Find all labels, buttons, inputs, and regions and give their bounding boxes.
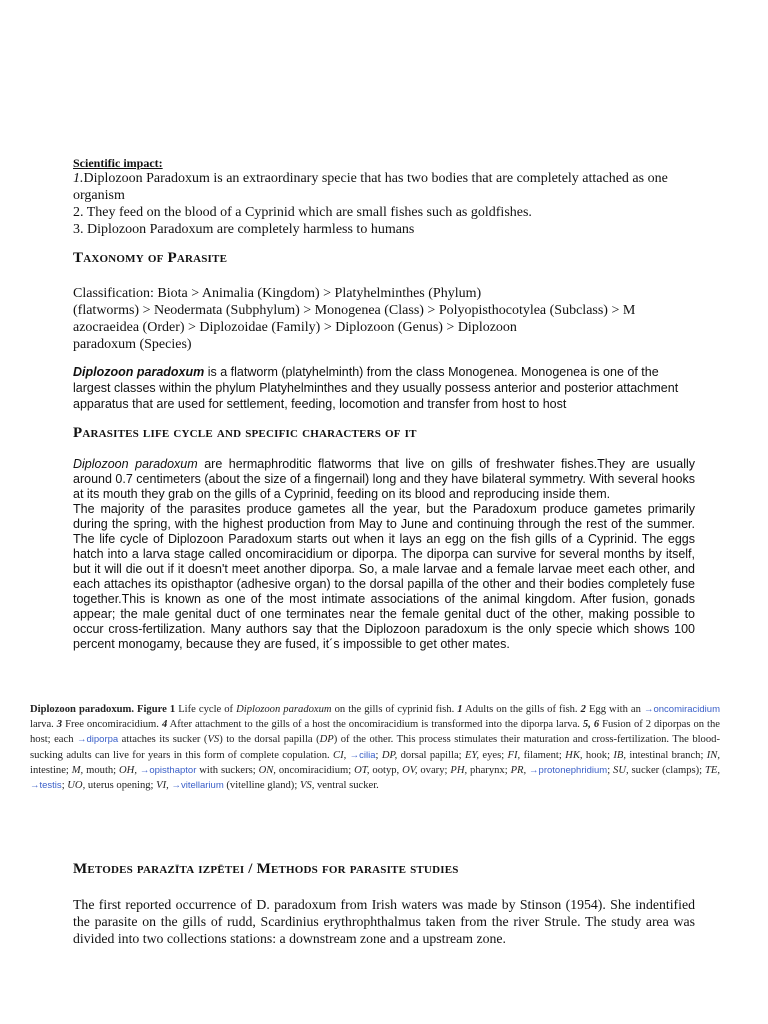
- taxonomy-heading: Taxonomy of Parasite: [73, 250, 228, 266]
- caption-text: ) of the other. This process stimulates their maturation and cross-fertilization. The blood-sucking adults can live for years in this form of complete copulation.: [30, 734, 720, 761]
- description-text: is a flatworm (platyhelminth) from the class Monogenea. Monogenea is one of the largest classes within the phylum Platyhelminthes and they usually possess anterior and posterior attachment apparatus that are used for settlement, feeding, locomotion and transfer from host to host: [73, 365, 679, 411]
- caption-text: uterus opening;: [85, 780, 157, 792]
- methods-paragraph: The first reported occurrence of D. paradoxum from Irish waters was made by Stinson (1954). She indentified the parasite on the gills of rudd, Scardinius erythrophthalmus taken from the river Strule. The study area was divided into two collections stations: a downstream zone and a upstream zone.: [73, 897, 695, 946]
- life-cycle-heading: Parasites life cycle and specific characters of it: [73, 425, 417, 441]
- caption-text: attaches its sucker (: [118, 734, 208, 746]
- caption-abbreviation: SU,: [613, 764, 629, 776]
- caption-text: Free oncomiracidium.: [62, 719, 162, 731]
- impact-item: [73, 204, 703, 221]
- caption-text: mouth;: [83, 764, 120, 776]
- caption-text: Adults on the gills of fish.: [462, 704, 581, 715]
- caption-link[interactable]: →oncomiracidium: [643, 704, 720, 715]
- caption-abbreviation: IB,: [613, 749, 627, 761]
- caption-text: intestinal branch;: [626, 749, 707, 761]
- impact-item-text: They feed on the blood of a Cyprinid which are small fishes such as goldfishes.: [86, 205, 532, 220]
- caption-abbreviation: DP: [319, 734, 334, 746]
- life-cycle-paragraph: The majority of the parasites produce gametes all the year, but the Paradoxum produce gametes primarily during the spring, with the highest production from May to June and continuing through the rest of the summer. The life cycle of Diplozoon Paradoxum starts out when it lays an egg on the fish gills of a Cyprinid. The eggs hatch into a larva stage called oncomiracidium or diporpa. The diporpa can survive for several months by itself, but it will die out if it doesn't meet another diporpa. So, a male larvae and a female larvae meet each other, and each attaches its opisthaptor (adhesive organ) to the dorsal papilla of the other and their bodies completely fuse together.This is known as one of the most intimate associations of the animal kingdom. After fusion, gonads appear; the male genital duct of one terminates near the female genital duct of the other, making possible to occur cross-fertilization. Many authors say that the Diplozoon paradoxum is the only specie which shows 100 percent monogamy, because they are fused, it´s impossible to get other mates.: [73, 502, 695, 651]
- caption-link[interactable]: →cilia: [349, 749, 376, 761]
- caption-abbreviation: DP,: [381, 749, 398, 761]
- caption-step-number: 5, 6: [582, 719, 600, 731]
- impact-item: [73, 170, 703, 204]
- life-cycle-section: [73, 457, 695, 652]
- caption-abbreviation: TE,: [704, 764, 720, 776]
- scientific-impact-label: Scientific impact:: [73, 156, 163, 170]
- caption-step-number: 1: [457, 704, 463, 715]
- caption-abbreviation: VI,: [156, 780, 169, 792]
- species-name: Diplozoon paradoxum: [73, 365, 205, 379]
- caption-text: Fusion of 2 diporpas on the host; each: [30, 719, 720, 746]
- caption-text: ) to the dorsal papilla (: [219, 734, 320, 746]
- figure-caption-body: [30, 704, 720, 791]
- caption-link[interactable]: →diporpa: [76, 734, 119, 746]
- caption-text: ootyp,: [369, 764, 403, 776]
- taxonomy-description: [73, 364, 698, 412]
- impact-item-number: 3.: [73, 222, 84, 237]
- caption-text: intestine;: [30, 764, 72, 776]
- caption-abbreviation: UO,: [67, 780, 86, 792]
- caption-text: (vitelline gland);: [223, 780, 300, 792]
- classification-block: [73, 285, 703, 353]
- species-name: Diplozoon paradoxum: [73, 457, 198, 471]
- caption-text: larva.: [30, 719, 57, 731]
- caption-text: ;: [607, 764, 614, 776]
- caption-step-number: 4: [161, 719, 168, 731]
- caption-abbreviation: FI,: [507, 749, 521, 761]
- classification-line: Classification: Biota > Animalia (Kingdom) > Platyhelminthes (Phylum): [73, 286, 482, 301]
- caption-text: Life cycle of: [175, 704, 237, 715]
- caption-text: with suckers;: [196, 764, 259, 776]
- caption-abbreviation: OV,: [402, 764, 418, 776]
- methods-heading: Metodes parazīta izpētei / Methods for parasite studies: [73, 861, 459, 877]
- classification-line: paradoxum (Species): [73, 337, 192, 352]
- figure-caption: [30, 702, 720, 793]
- impact-item: [73, 221, 703, 238]
- figure-caption-title: Diplozoon paradoxum. Figure 1: [30, 704, 176, 715]
- caption-link[interactable]: →protonephridium: [529, 764, 608, 776]
- caption-abbreviation: PH,: [450, 764, 468, 776]
- caption-abbreviation: PR,: [510, 764, 527, 776]
- caption-text: ovary;: [417, 764, 451, 776]
- caption-link[interactable]: →testis: [30, 780, 62, 792]
- caption-text: dorsal papilla;: [397, 749, 465, 761]
- caption-text: ;: [61, 780, 68, 792]
- caption-text: hook;: [582, 749, 614, 761]
- paragraph-text: are hermaphroditic flatworms that live on gills of freshwater fishes.They are usually around 0.7 centimeters (about the size of a fingernail) long and they have bilateral symmetry. With several hooks at its mouth they grab on the gills of a Cyprinid, feeding on its blood and reproducing inside them.: [73, 457, 695, 501]
- caption-step-number: 2: [580, 704, 586, 715]
- caption-abbreviation: HK,: [565, 749, 583, 761]
- caption-abbreviation: VS: [207, 734, 220, 746]
- impact-item-text: Diplozoon Paradoxum are completely harmless to humans: [87, 222, 415, 237]
- impact-item-text: Diplozoon Paradoxum is an extraordinary specie that has two bodies that are completely attached as one organism: [73, 171, 668, 203]
- life-cycle-paragraph: [73, 457, 695, 502]
- caption-text: sucker (clamps);: [628, 764, 705, 776]
- caption-abbreviation: OH,: [119, 764, 137, 776]
- caption-text: ;: [375, 749, 382, 761]
- caption-abbreviation: Diplozoon paradoxum: [236, 704, 332, 715]
- impact-item-number: 1.: [73, 171, 84, 186]
- classification-line: (flatworms) > Neodermata (Subphylum) > Monogenea (Class) > Polyopisthocotylea (Subclass) > M: [73, 303, 636, 318]
- caption-link[interactable]: →opisthaptor: [139, 764, 197, 776]
- caption-abbreviation: VS,: [299, 780, 315, 792]
- caption-link[interactable]: →vitellarium: [171, 780, 224, 792]
- caption-text: ventral sucker.: [314, 780, 379, 792]
- caption-text: on the gills of cyprinid fish.: [331, 704, 458, 715]
- scientific-impact-section: [73, 156, 703, 238]
- caption-abbreviation: ON,: [258, 764, 276, 776]
- caption-abbreviation: IN,: [706, 749, 720, 761]
- classification-line: azocraeidea (Order) > Diplozoidae (Family) > Diplozoon (Genus) > Diplozoon: [73, 320, 517, 335]
- caption-abbreviation: OT,: [354, 764, 370, 776]
- caption-step-number: 3: [56, 719, 63, 731]
- caption-abbreviation: CI,: [333, 749, 347, 761]
- caption-text: filament;: [520, 749, 566, 761]
- caption-text: Egg with an: [585, 704, 644, 715]
- caption-text: oncomiracidium;: [275, 764, 355, 776]
- impact-item-number: 2.: [73, 205, 84, 220]
- caption-text: After attachment to the gills of a host the oncomiracidium is transformed into the diporpa larva.: [167, 719, 583, 731]
- caption-text: pharynx;: [467, 764, 511, 776]
- caption-text: eyes;: [479, 749, 508, 761]
- caption-abbreviation: EY,: [465, 749, 480, 761]
- caption-abbreviation: M,: [71, 764, 84, 776]
